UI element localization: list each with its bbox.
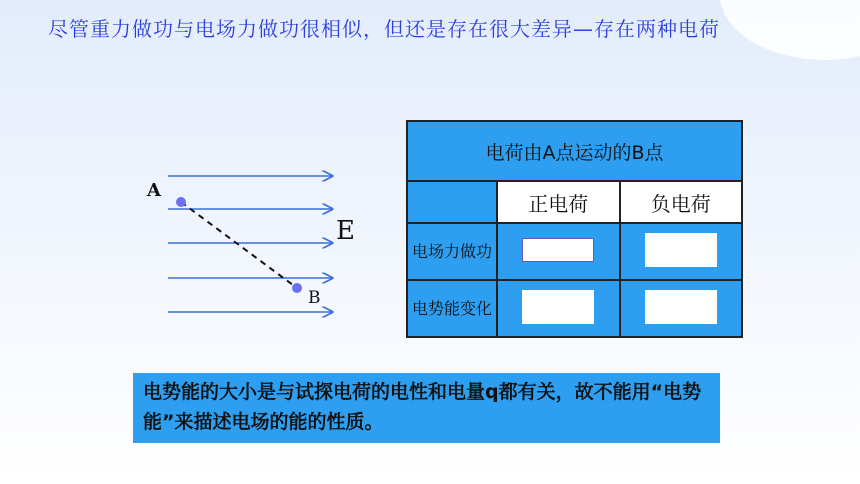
- answer-cell-energy-negative[interactable]: [620, 280, 743, 337]
- answer-box[interactable]: [645, 233, 717, 267]
- point-b: [292, 283, 302, 293]
- row-header-energy: 电势能变化: [407, 280, 497, 337]
- path-a-to-b: [181, 202, 297, 288]
- column-header-positive: 正电荷: [497, 181, 620, 223]
- point-b-label: B: [308, 288, 321, 308]
- answer-cell-work-positive[interactable]: [497, 223, 620, 280]
- slide-heading: 尽管重力做功与电场力做功很相似，但还是存在很大差异—存在两种电荷: [48, 17, 720, 41]
- row-header-work: 电场力做功: [407, 223, 497, 280]
- answer-box[interactable]: [522, 238, 594, 262]
- point-a: [176, 197, 186, 207]
- field-label: E: [336, 216, 355, 246]
- answer-cell-work-negative[interactable]: [620, 223, 743, 280]
- answer-cell-energy-positive[interactable]: [497, 280, 620, 337]
- conclusion-note: 电势能的大小是与试探电荷的电性和电量q都有关，故不能用“电势能”来描述电场的能的性质。: [133, 373, 720, 443]
- table-caption: 电荷由A点运动的B点: [407, 121, 742, 181]
- comparison-table: [406, 120, 743, 338]
- answer-box[interactable]: [522, 290, 594, 324]
- column-header-negative: 负电荷: [620, 181, 743, 223]
- table-corner-cell: [407, 181, 497, 223]
- electric-field-diagram: [140, 160, 360, 330]
- point-a-label: A: [147, 180, 161, 201]
- answer-box[interactable]: [645, 290, 717, 324]
